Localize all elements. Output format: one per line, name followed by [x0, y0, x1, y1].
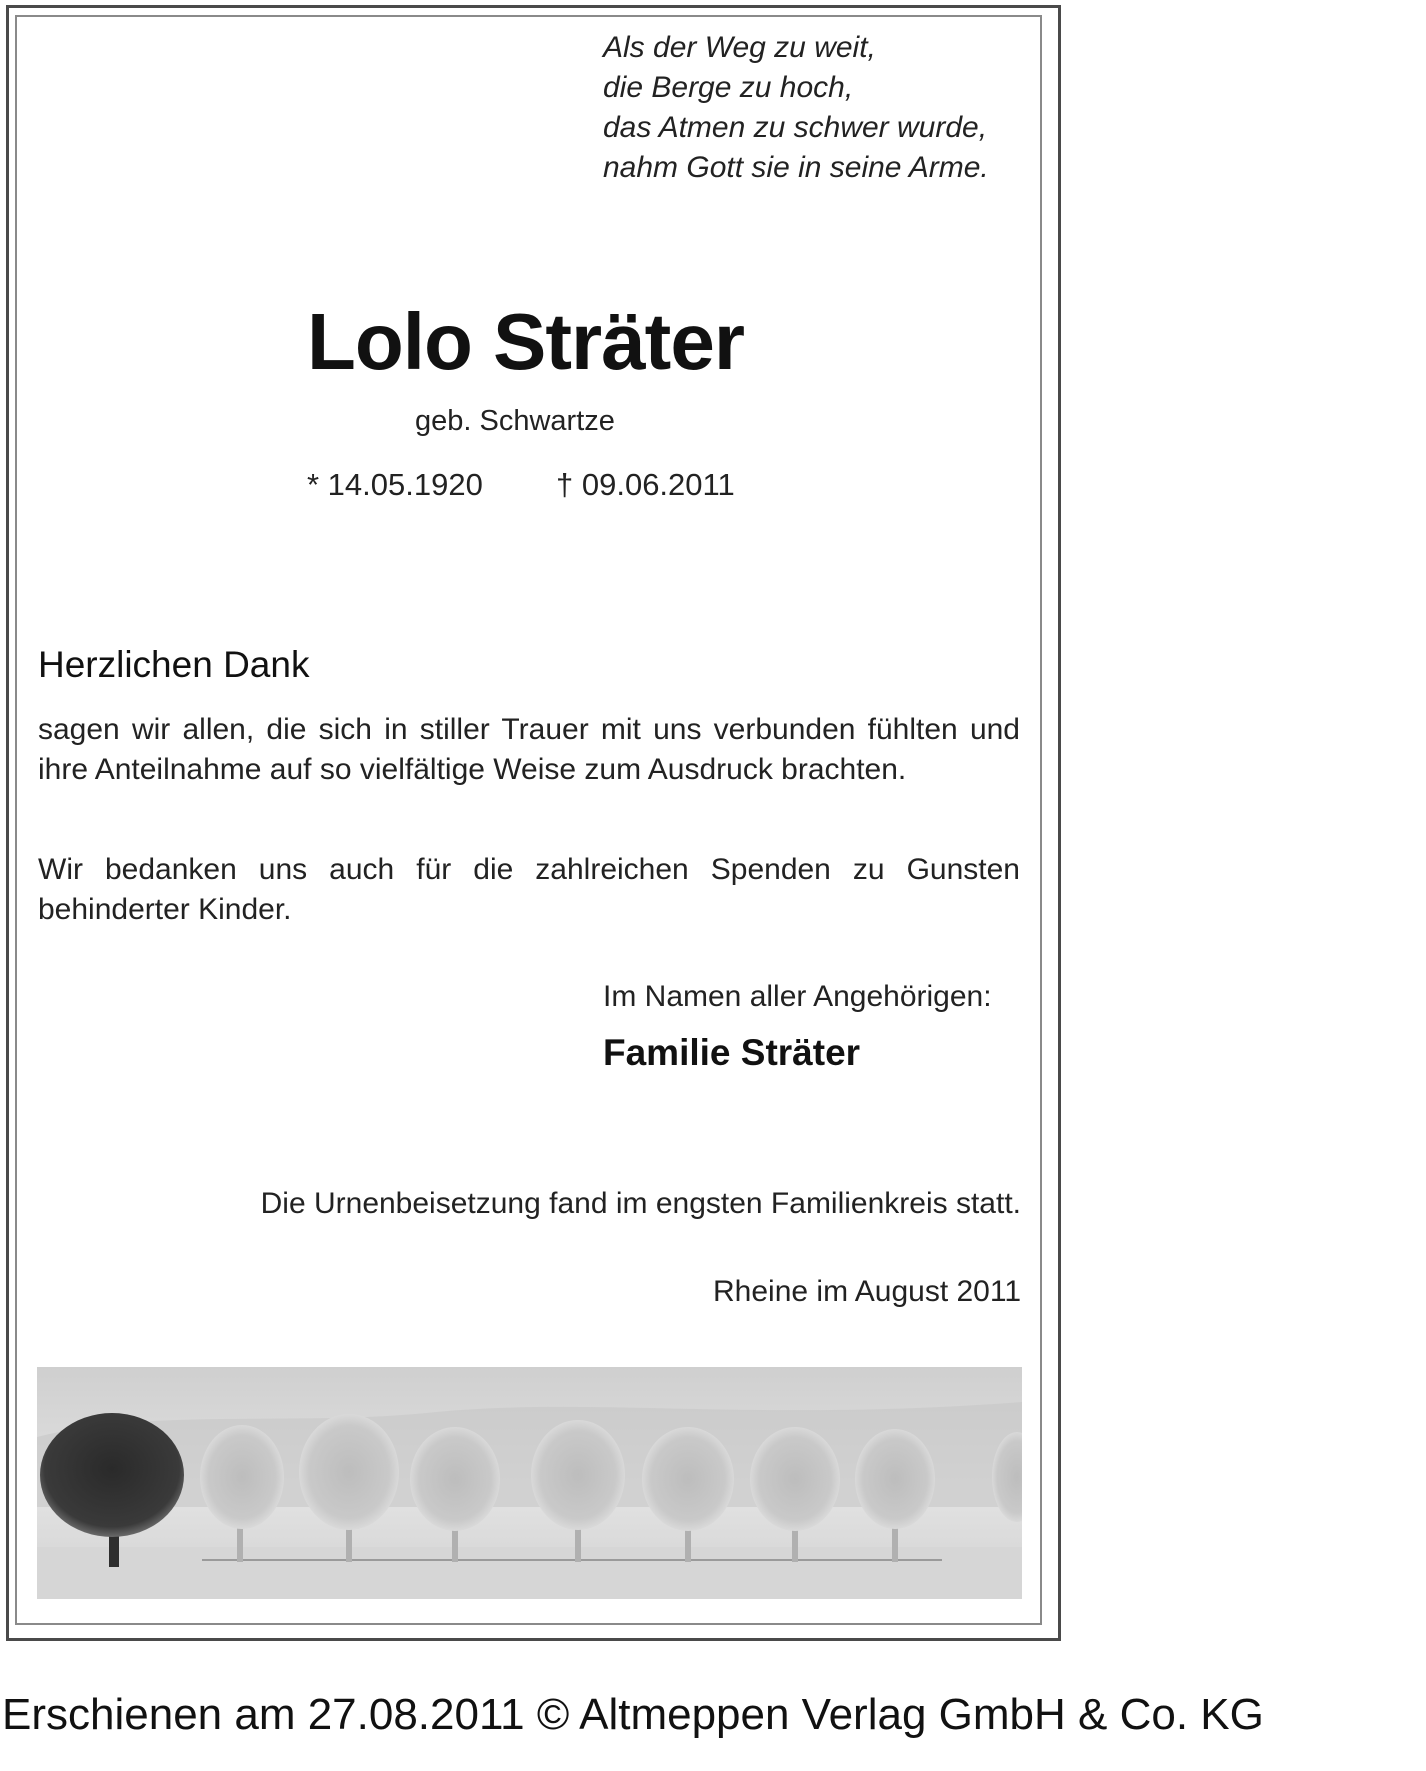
deceased-name: Lolo Sträter	[307, 297, 744, 386]
poem-line-4: nahm Gott sie in seine Arme.	[603, 151, 989, 184]
thanks-heading: Herzlichen Dank	[38, 644, 310, 685]
family-signature: Familie Sträter	[603, 1032, 861, 1073]
maiden-name: geb. Schwartze	[415, 405, 615, 437]
place-date: Rheine im August 2011	[713, 1275, 1021, 1308]
poem-line-3: das Atmen zu schwer wurde,	[603, 111, 988, 144]
death-date: † 09.06.2011	[556, 467, 735, 502]
poem-line-2: die Berge zu hoch,	[603, 71, 854, 104]
thanks-paragraph-2: Wir bedanken uns auch für die zahlreichen Spenden zu Gunsten behinderter Kinder.	[38, 853, 1020, 926]
thanks-paragraph-1: sagen wir allen, die sich in stiller Trauer mit uns verbunden fühlten und ihre Anteilnahme auf so vielfältige Weise zum Ausdruck brachten.	[38, 713, 1020, 786]
poem-line-1: Als der Weg zu weit,	[603, 31, 876, 64]
urn-burial-note: Die Urnenbeisetzung fand im engsten Familienkreis statt.	[260, 1187, 1021, 1220]
on-behalf-line: Im Namen aller Angehörigen:	[603, 980, 992, 1013]
birth-date: * 14.05.1920	[307, 467, 483, 502]
poem	[603, 28, 989, 188]
tree-row-photo	[37, 1367, 1022, 1599]
publication-footer: Erschienen am 27.08.2011 © Altmeppen Verlag GmbH & Co. KG	[2, 1690, 1264, 1739]
